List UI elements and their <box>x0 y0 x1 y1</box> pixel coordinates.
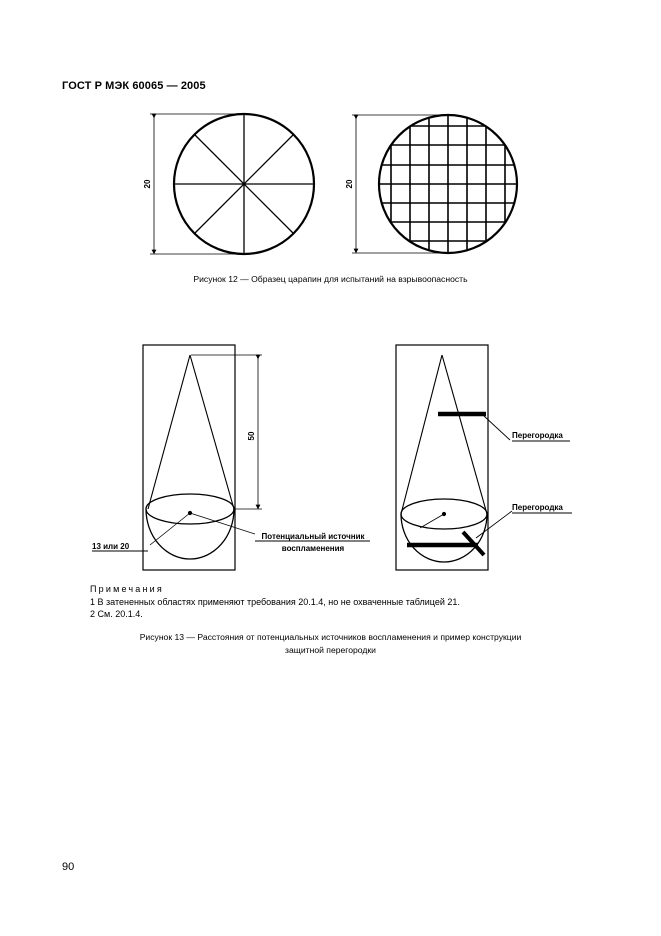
notes-title: Примечания <box>90 584 164 594</box>
ignition-source-label-line2: воспламенения <box>281 544 345 553</box>
note-item: 1 В затененных областях применяют требования 20.1.4, но не охваченные таблицей 21. <box>90 597 460 607</box>
ignition-source-label-line1: Потенциальный источник <box>261 532 365 541</box>
note-item: 2 См. 20.1.4. <box>90 609 143 619</box>
figure13-caption-line1: Рисунок 13 — Расстояния от потенциальных источников воспламенения и пример конструкции <box>139 632 522 642</box>
barrier-bottom <box>407 511 512 555</box>
figure12-grid-pattern <box>379 115 517 253</box>
figure13-caption-line2: защитной перегородки <box>285 645 376 655</box>
page-number: 90 <box>62 861 75 873</box>
figure13-right-panel <box>396 345 488 570</box>
figure12-right-dimension-label: 20 <box>345 179 354 189</box>
figure12-left-dimension-label: 20 <box>143 179 152 189</box>
barrier-bottom-label: Перегородка <box>512 503 563 512</box>
document-header: ГОСТ Р МЭК 60065 — 2005 <box>62 80 206 92</box>
distance-label: 13 или 20 <box>92 542 130 551</box>
figure12-caption: Рисунок 12 — Образец царапин для испытаний на взрывоопасность <box>193 274 468 284</box>
barrier-top <box>438 414 510 440</box>
figure12-radial-pattern <box>174 114 314 254</box>
figure13-height-label: 50 <box>247 431 256 441</box>
barrier-top-label: Перегородка <box>512 431 563 440</box>
